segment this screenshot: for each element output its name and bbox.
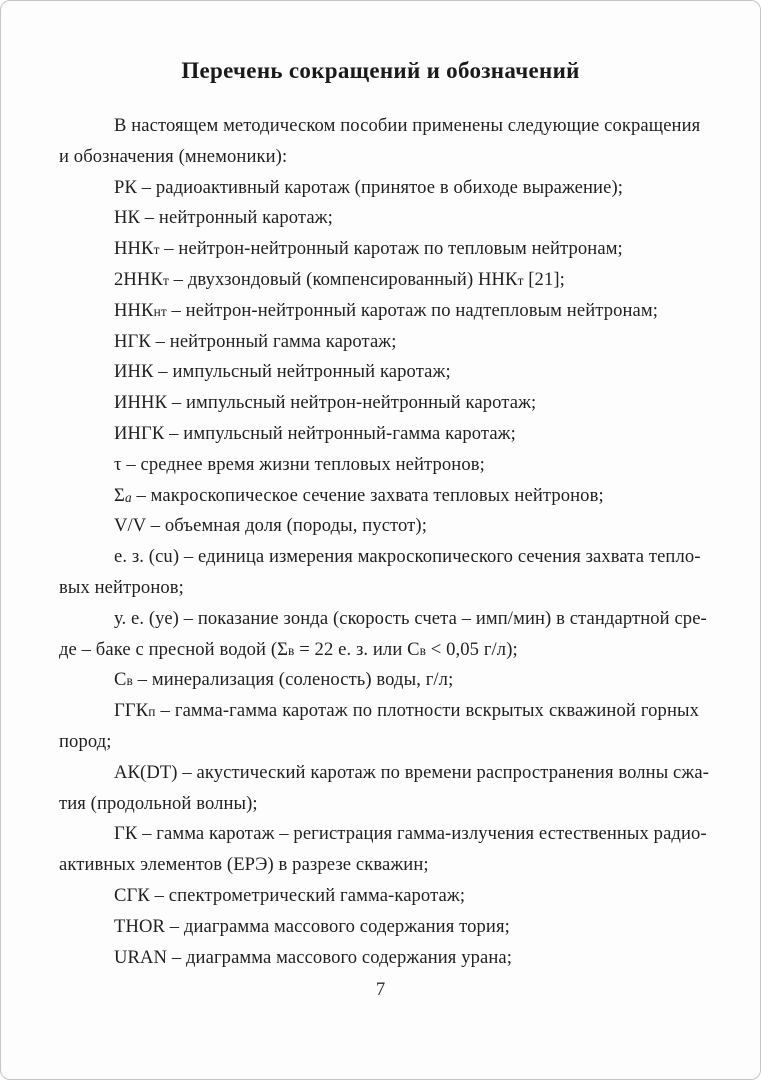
text-line — [59, 388, 699, 419]
text-line — [59, 296, 699, 327]
text-segment: СГК – спектрометрический гамма-каротаж; — [114, 884, 466, 906]
text-segment: де – баке с пресной водой (Σ — [59, 638, 289, 660]
subscript-segment: т — [153, 242, 160, 258]
text-line-content — [114, 515, 427, 536]
text-segment: ГК – гамма каротаж – регистрация гамма-излучения естественных радио- — [114, 823, 707, 845]
text-line-content — [114, 546, 701, 567]
text-line-content — [114, 608, 707, 629]
text-segment: АК(DT) – акустический каротаж по времени распространения волны сжа- — [114, 761, 709, 783]
text-line-content — [114, 331, 397, 352]
text-line — [59, 573, 699, 604]
text-line-content — [114, 115, 700, 136]
text-segment: НК – нейтронный каротаж; — [114, 207, 333, 229]
text-segment: – гамма-гамма каротаж по плотности вскрытых скважиной горных — [155, 700, 699, 722]
text-segment: активных элементов (ЕРЭ) в разрезе скважин; — [59, 854, 429, 876]
text-line-content — [114, 762, 709, 783]
text-line — [59, 943, 699, 974]
text-segment: у. е. (уе) – показание зонда (скорость счета – имп/мин) в стандартной сре- — [114, 607, 707, 629]
text-segment: ННК — [114, 299, 154, 321]
text-line — [59, 357, 699, 388]
text-line — [59, 142, 699, 173]
text-line-content — [114, 423, 516, 444]
text-line — [59, 173, 699, 204]
text-segment: = 22 е. з. или С — [294, 638, 420, 660]
text-segment: – макроскопическое сечение захвата тепловых нейтронов; — [131, 484, 604, 506]
subscript-segment: a — [124, 489, 132, 505]
text-segment: ИННК – импульсный нейтрон-нейтронный каротаж; — [114, 392, 537, 414]
text-line-content — [114, 700, 699, 721]
text-line-content — [59, 793, 258, 814]
text-line-content — [59, 731, 112, 752]
text-line — [59, 511, 699, 542]
subscript-segment: т — [517, 272, 524, 288]
text-segment: ГГК — [114, 700, 149, 722]
text-line — [59, 327, 699, 358]
text-line — [59, 819, 707, 850]
text-line-content — [114, 885, 465, 906]
text-line-content — [114, 238, 623, 259]
text-segment: и обозначения (мнемоники): — [59, 145, 288, 167]
text-line — [59, 789, 699, 820]
text-segment: URAN – диаграмма массового содержания урана; — [114, 946, 513, 968]
text-line-content — [114, 361, 451, 382]
text-segment: е. з. (cu) – единица измерения макроскопического сечения захвата тепло- — [114, 546, 701, 568]
text-segment: – нейтрон-нейтронный каротаж по надтепловым нейтронам; — [166, 299, 659, 321]
text-line-content — [114, 485, 604, 506]
text-line — [59, 419, 699, 450]
page-number: 7 — [375, 979, 386, 1000]
text-line — [59, 665, 699, 696]
text-line-content — [59, 854, 429, 875]
text-line-content — [114, 392, 536, 413]
text-segment: THOR – диаграмма массового содержания тория; — [114, 915, 510, 937]
text-line — [59, 234, 699, 265]
text-line — [59, 881, 699, 912]
text-line — [59, 450, 699, 481]
text-line-content — [114, 669, 453, 690]
text-line — [59, 850, 699, 881]
text-line-content — [114, 947, 512, 968]
text-segment: В настоящем методическом пособии применены следующие сокращения — [114, 115, 701, 136]
text-line — [59, 481, 699, 512]
text-line-content — [114, 207, 333, 228]
text-line — [59, 203, 699, 234]
page-title: Перечень сокращений и обозначений — [181, 58, 580, 83]
subscript-segment: п — [148, 704, 156, 720]
text-line — [59, 635, 699, 666]
text-line — [59, 604, 707, 635]
text-line — [59, 542, 699, 573]
text-line-content — [114, 300, 658, 321]
text-line-content — [114, 823, 707, 844]
text-segment: пород; — [59, 730, 112, 752]
text-line — [59, 758, 709, 789]
text-segment: НГК – нейтронный гамма каротаж; — [114, 330, 397, 352]
subscript-segment: в — [126, 673, 133, 689]
subscript-segment: в — [288, 642, 295, 658]
subscript-segment: нт — [153, 303, 167, 319]
document-body — [59, 111, 709, 973]
subscript-segment: т — [162, 272, 169, 288]
text-segment: – нейтрон-нейтронный каротаж по тепловым нейтронам; — [159, 238, 623, 260]
text-line-content — [59, 577, 184, 598]
text-segment: ИНГК – импульсный нейтронный-гамма каротаж; — [114, 422, 516, 444]
text-segment: Σ — [114, 484, 125, 506]
text-line-content — [114, 916, 510, 937]
text-segment: С — [114, 669, 127, 691]
text-segment: – двухзондовый (компенсированный) ННК — [168, 268, 518, 290]
text-line — [59, 265, 699, 296]
text-segment: РК – радиоактивный каротаж (принятое в обиходе выражение); — [114, 176, 624, 198]
text-segment: вых нейтронов; — [59, 576, 184, 598]
text-segment: ННК — [114, 238, 154, 260]
text-segment: < 0,05 г/л); — [426, 638, 518, 660]
text-segment: V/V – объемная доля (породы, пустот); — [114, 515, 427, 537]
text-line-content — [59, 146, 287, 167]
text-line-content — [114, 177, 623, 198]
text-segment: ИНК – импульсный нейтронный каротаж; — [114, 361, 451, 383]
text-line — [59, 696, 699, 727]
text-line — [59, 912, 699, 943]
text-line-content — [114, 269, 565, 290]
subscript-segment: в — [419, 642, 427, 658]
text-line — [59, 111, 699, 142]
text-segment: – минерализация (соленость) воды, г/л; — [132, 669, 454, 691]
text-line-content — [59, 639, 518, 660]
text-segment: тия (продольной волны); — [59, 792, 258, 814]
text-line — [59, 727, 699, 758]
text-line-content — [114, 454, 485, 475]
text-segment: [21]; — [523, 268, 565, 290]
text-segment: τ – среднее время жизни тепловых нейтронов; — [114, 453, 485, 475]
text-segment: 2ННК — [114, 268, 163, 290]
